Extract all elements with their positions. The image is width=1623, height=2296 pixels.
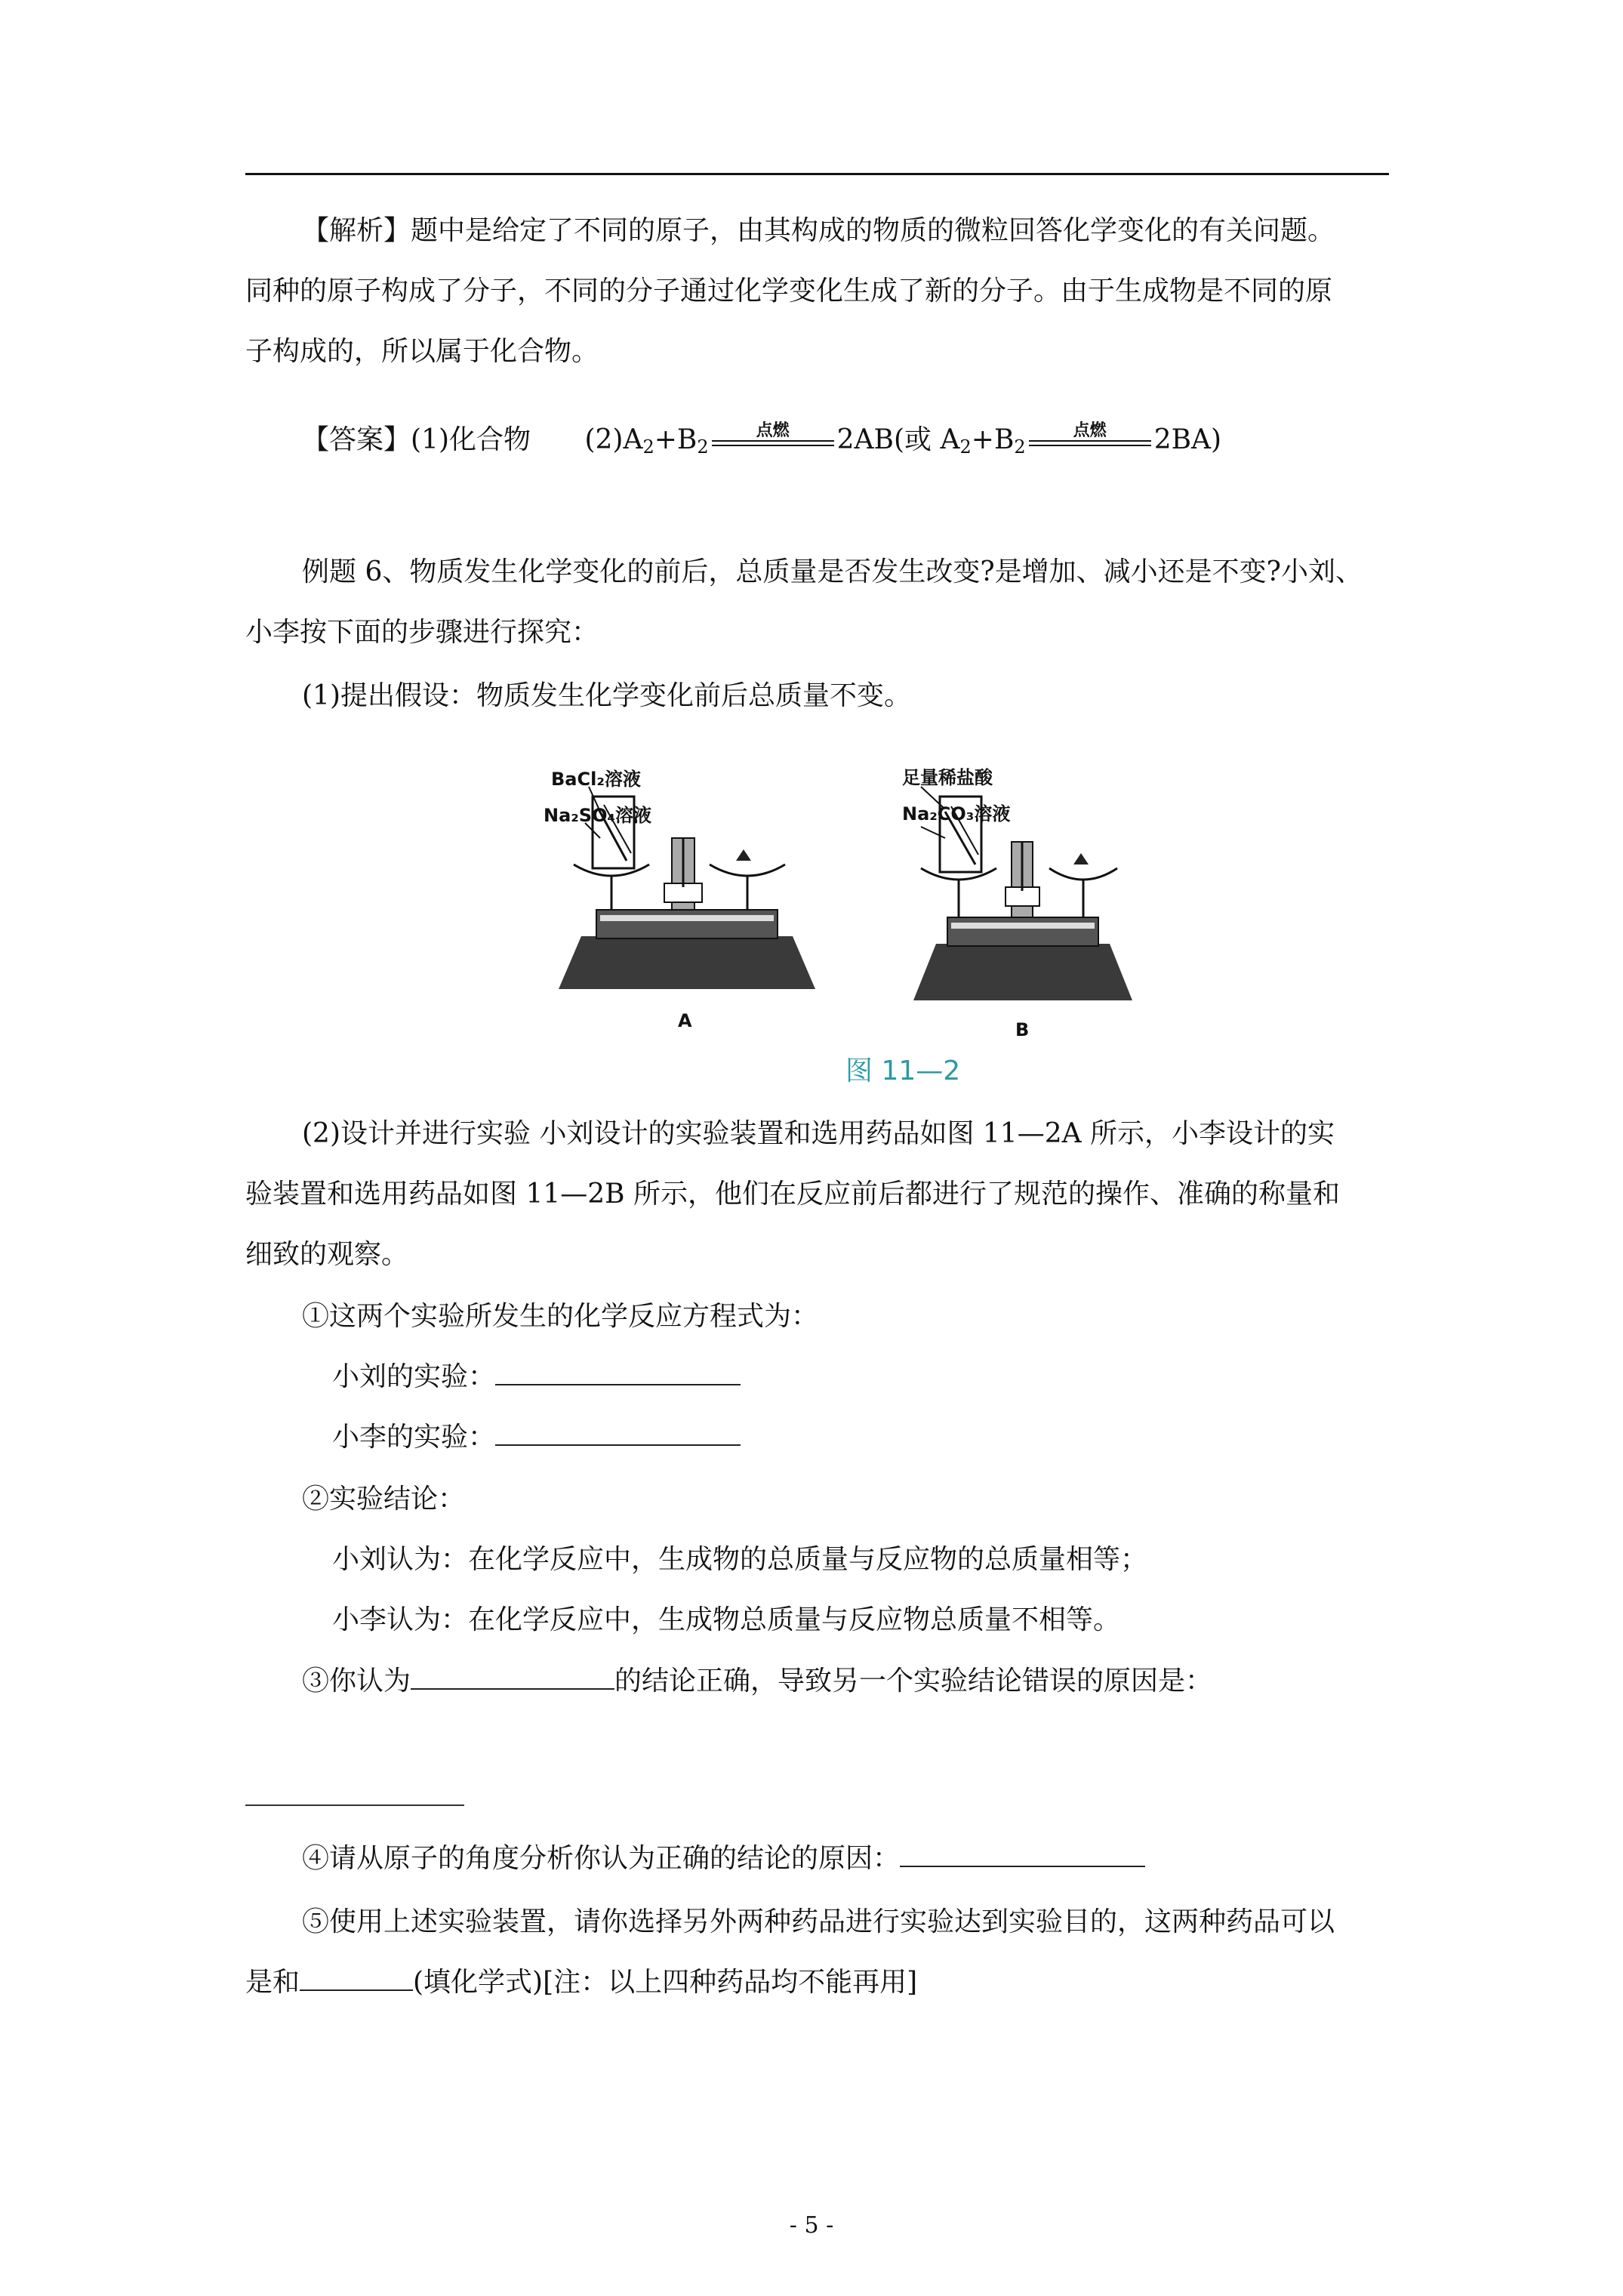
header-rule: [245, 173, 1389, 175]
example-line-2: 小李按下面的步骤进行探究：: [245, 617, 599, 648]
question-3: ③你认为 的结论正确，导致另一个实验结论错误的原因是：: [302, 1666, 1213, 1697]
figure-b-letter: B: [1015, 1019, 1030, 1040]
question-1-title: ①这两个实验所发生的化学反应方程式为：: [302, 1301, 819, 1332]
analysis-line-3: 子构成的，所以属于化合物。: [245, 336, 599, 367]
balance-figure: [528, 755, 1178, 1042]
answer-blank-liu[interactable]: [495, 1361, 741, 1385]
analysis-line-1: 【解析】题中是给定了不同的原子，由其构成的物质的微粒回答化学变化的有关问题。: [302, 215, 1335, 246]
figure-a-label-1: BaCl₂溶液: [551, 769, 641, 790]
answer-blank-reason[interactable]: [245, 1804, 464, 1806]
figure-a-label-2: Na₂SO₄溶液: [544, 805, 651, 826]
answer-blank-formula[interactable]: [300, 1967, 413, 1991]
reaction-arrow-alt: 点燃: [1026, 424, 1154, 457]
step-1: (1)提出假设：物质发生化学变化前后总质量不变。: [302, 680, 911, 711]
page-number: - 5 -: [789, 2212, 834, 2239]
question-2-title: ②实验结论：: [302, 1484, 466, 1515]
answer-blank-atom[interactable]: [900, 1843, 1145, 1867]
analysis-line-2: 同种的原子构成了分子，不同的分子通过化学变化生成了新的分子。由于生成物是不同的原: [245, 276, 1333, 307]
figure-caption: 图 11—2: [845, 1056, 961, 1086]
answer-label: 【答案】(1)化合物: [302, 424, 531, 455]
question-1-liu: 小刘的实验：: [332, 1361, 741, 1394]
question-5-line-2: 是和 (填化学式)[注：以上四种药品均不能再用]: [245, 1967, 918, 1998]
step-2-line-2: 验装置和选用药品如图 11—2B 所示，他们在反应前后都进行了规范的操作、准确的称量和: [245, 1179, 1341, 1210]
answer-line: 【答案】(1)化合物 $(2)A_2+B_2$ 点燃 2AB(或 $A_2+B_2$ 点燃 2BA): [302, 421, 1222, 458]
question-2-liu: 小刘认为：在化学反应中，生成物的总质量与反应物的总质量相等；: [332, 1544, 1148, 1575]
figure-a-letter: A: [678, 1010, 692, 1031]
step-2-line-3: 细致的观察。: [245, 1239, 409, 1270]
answer-blank-li[interactable]: [495, 1422, 741, 1446]
answer-blank-correct[interactable]: [411, 1666, 614, 1690]
example-line-1: 例题 6、物质发生化学变化的前后，总质量是否发生改变?是增加、减小还是不变?小刘、: [302, 556, 1363, 587]
question-4: ④请从原子的角度分析你认为正确的结论的原因：: [302, 1842, 1145, 1875]
question-1-li: 小李的实验：: [332, 1421, 741, 1454]
reaction-arrow: 点燃: [709, 424, 837, 457]
figure-b-label-1: 足量稀盐酸: [902, 767, 993, 788]
question-5-line-1: ⑤使用上述实验装置，请你选择另外两种药品进行实验达到实验目的，这两种药品可以: [302, 1906, 1335, 1937]
question-2-li: 小李认为：在化学反应中，生成物总质量与反应物总质量不相等。: [332, 1604, 1121, 1635]
step-2-line-1: (2)设计并进行实验 小刘设计的实验装置和选用药品如图 11—2A 所示，小李设计的实: [302, 1118, 1335, 1149]
figure-b-label-2: Na₂CO₃溶液: [902, 803, 1011, 824]
